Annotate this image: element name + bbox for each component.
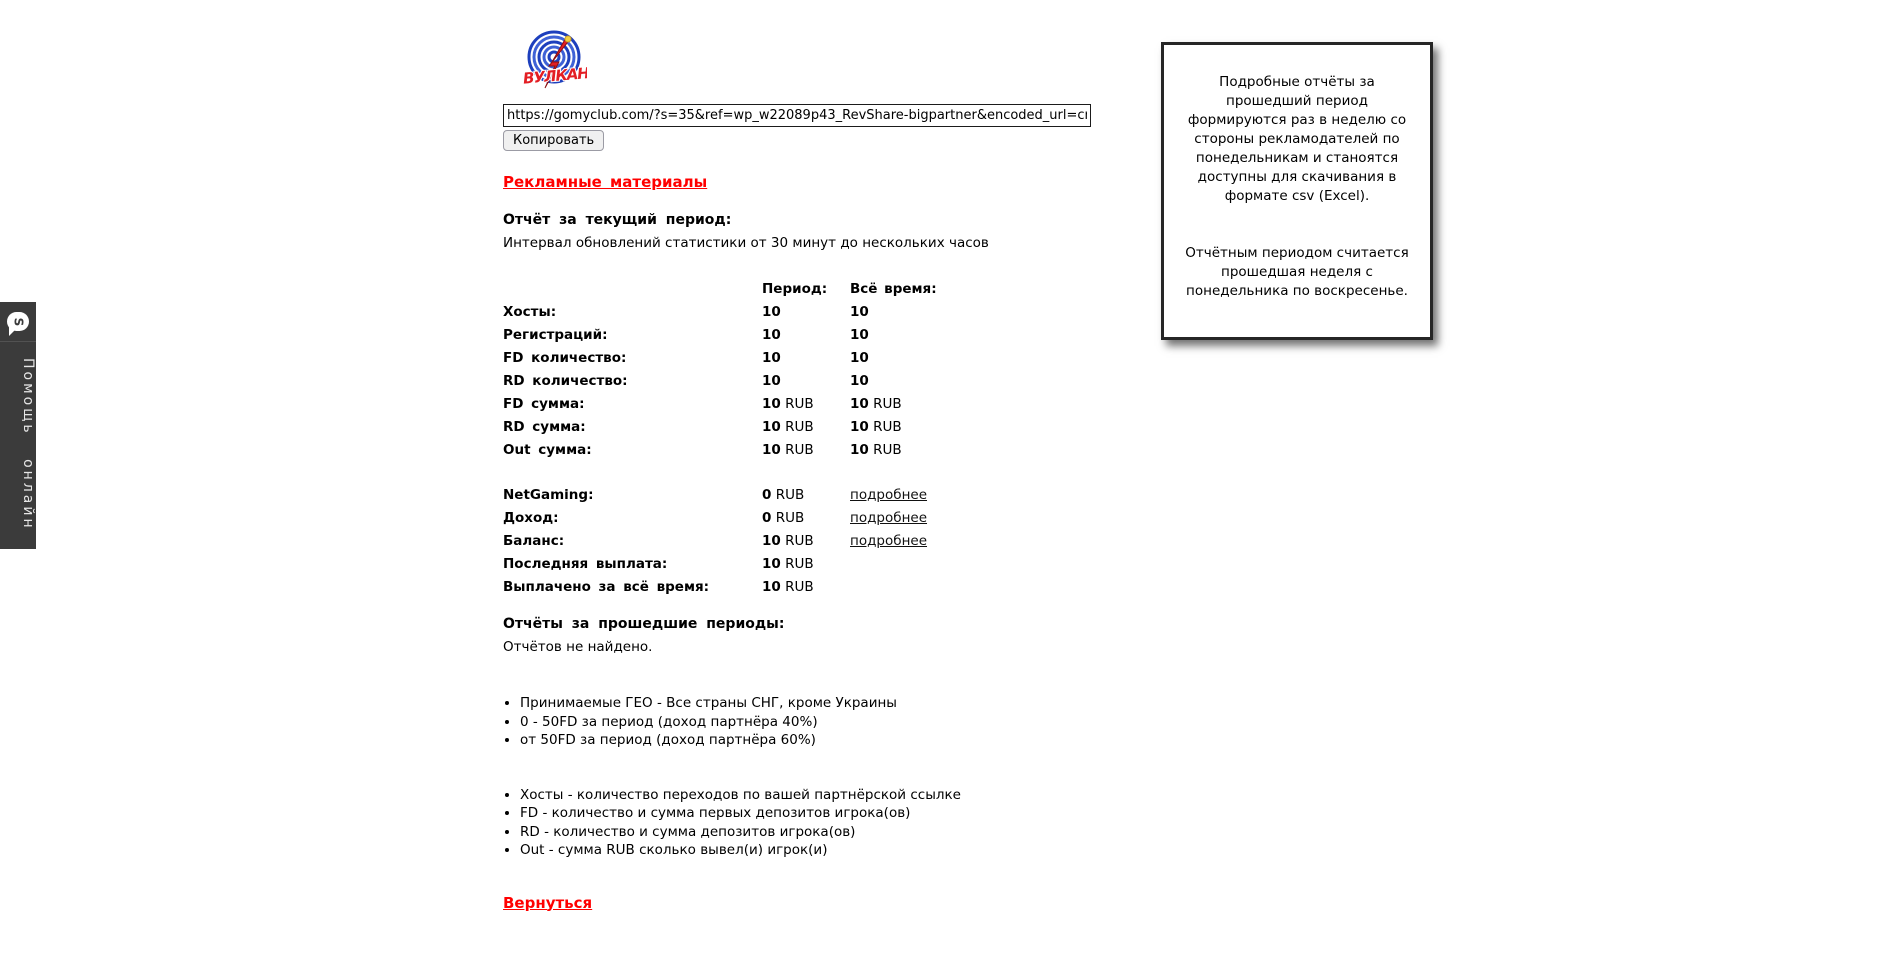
terms-list [506,694,1103,750]
past-reports-title: Отчёты за прошедшие периоды: [503,616,785,632]
term-item: • 0 - 50FD за период (доход партнёра 40%) [520,713,1103,732]
stat-value-alltime: 10 RUB [850,396,902,412]
vulkan-logo [521,30,587,92]
past-reports-empty: Отчётов не найдено. [503,639,653,655]
summary-link-cell [850,484,1010,507]
stat-label: Регистраций: [503,327,608,343]
summary-value: 0 RUB [762,510,805,526]
help-online-label: Помощь онлайн [20,358,36,531]
alltime-column-header: Всё время: [850,281,937,297]
stat-value-period: 10 [762,350,781,366]
chat-bubble-icon [0,302,36,342]
stat-value-period: 10 RUB [762,442,814,458]
summary-link-cell [850,530,1010,553]
copy-button-row [503,127,1103,151]
current-period-title: Отчёт за текущий период: [503,212,732,228]
referral-url-input[interactable] [503,104,1091,127]
promo-materials-link[interactable]: Рекламные материалы [503,173,708,191]
back-link[interactable]: Вернуться [503,893,593,912]
glossary-item: • FD - количество и сумма первых депозитов игрока(ов) [520,804,1103,823]
materials-link-row [503,151,1103,191]
back-link-row [503,860,1103,912]
current-period-subtitle: Интервал обновлений статистики от 30 минут до нескольких часов [503,235,989,251]
stat-value-period: 10 [762,373,781,389]
summary-value: 0 RUB [762,487,805,503]
copy-button[interactable]: Копировать [503,130,604,151]
summary-link-cell [850,553,1010,576]
details-link[interactable]: подробнее [850,533,928,549]
stat-value-alltime: 10 RUB [850,419,902,435]
summary-label: Баланс: [503,533,565,549]
stat-label: RD количество: [503,373,628,389]
details-link[interactable]: подробнее [850,510,928,526]
summary-link-cell [850,507,1010,530]
summary-link-cell [850,576,1010,599]
stats-table [503,278,1103,462]
glossary-item: • Out - сумма RUB сколько вывел(и) игрок(и) [520,841,1103,860]
term-item: • Принимаемые ГЕО - Все страны СНГ, кроме Украины [520,694,1103,713]
stat-label: Out сумма: [503,442,592,458]
summary-value: 10 RUB [762,533,814,549]
stat-value-alltime: 10 RUB [850,442,902,458]
info-panel [1161,42,1433,340]
period-column-header: Период: [762,281,828,297]
stat-value-period: 10 RUB [762,419,814,435]
bubble-s-glyph: S [11,317,25,326]
summary-label: NetGaming: [503,487,594,503]
stat-label: Хосты: [503,304,557,320]
summary-table [503,484,1103,599]
svg-text:ВУЛКАН: ВУЛКАН [522,63,587,88]
stat-value-alltime: 10 [850,304,869,320]
stat-label: FD сумма: [503,396,585,412]
glossary-item: • Хосты - количество переходов по вашей партнёрской ссылке [520,786,1103,805]
details-link[interactable]: подробнее [850,487,928,503]
summary-value: 10 RUB [762,556,814,572]
stat-label: FD количество: [503,350,627,366]
main-content [503,0,1103,912]
summary-label: Выплачено за всё время: [503,579,710,595]
term-item: • от 50FD за период (доход партнёра 60%) [520,731,1103,750]
info-paragraph-2: Отчётным периодом считается прошедшая неделя с понедельника по воскресенье. [1185,245,1409,299]
info-paragraph-1: Подробные отчёты за прошедший период формируются раз в неделю со стороны рекламодателей по понедельникам и станоятся доступны для скачивания в формате csv (Excel). [1187,74,1407,204]
speech-bubble-shape [7,312,29,331]
glossary-item: • RD - количество и сумма депозитов игрока(ов) [520,823,1103,842]
summary-label: Последняя выплата: [503,556,668,572]
stats-header-spacer [503,278,762,301]
glossary-list [506,786,1103,860]
stat-value-alltime: 10 [850,350,869,366]
stat-value-alltime: 10 [850,327,869,343]
stat-label: RD сумма: [503,419,586,435]
summary-label: Доход: [503,510,559,526]
stat-value-period: 10 [762,327,781,343]
stat-value-period: 10 RUB [762,396,814,412]
stat-value-period: 10 [762,304,781,320]
help-online-widget[interactable] [0,302,36,549]
summary-value: 10 RUB [762,579,814,595]
stat-value-alltime: 10 [850,373,869,389]
